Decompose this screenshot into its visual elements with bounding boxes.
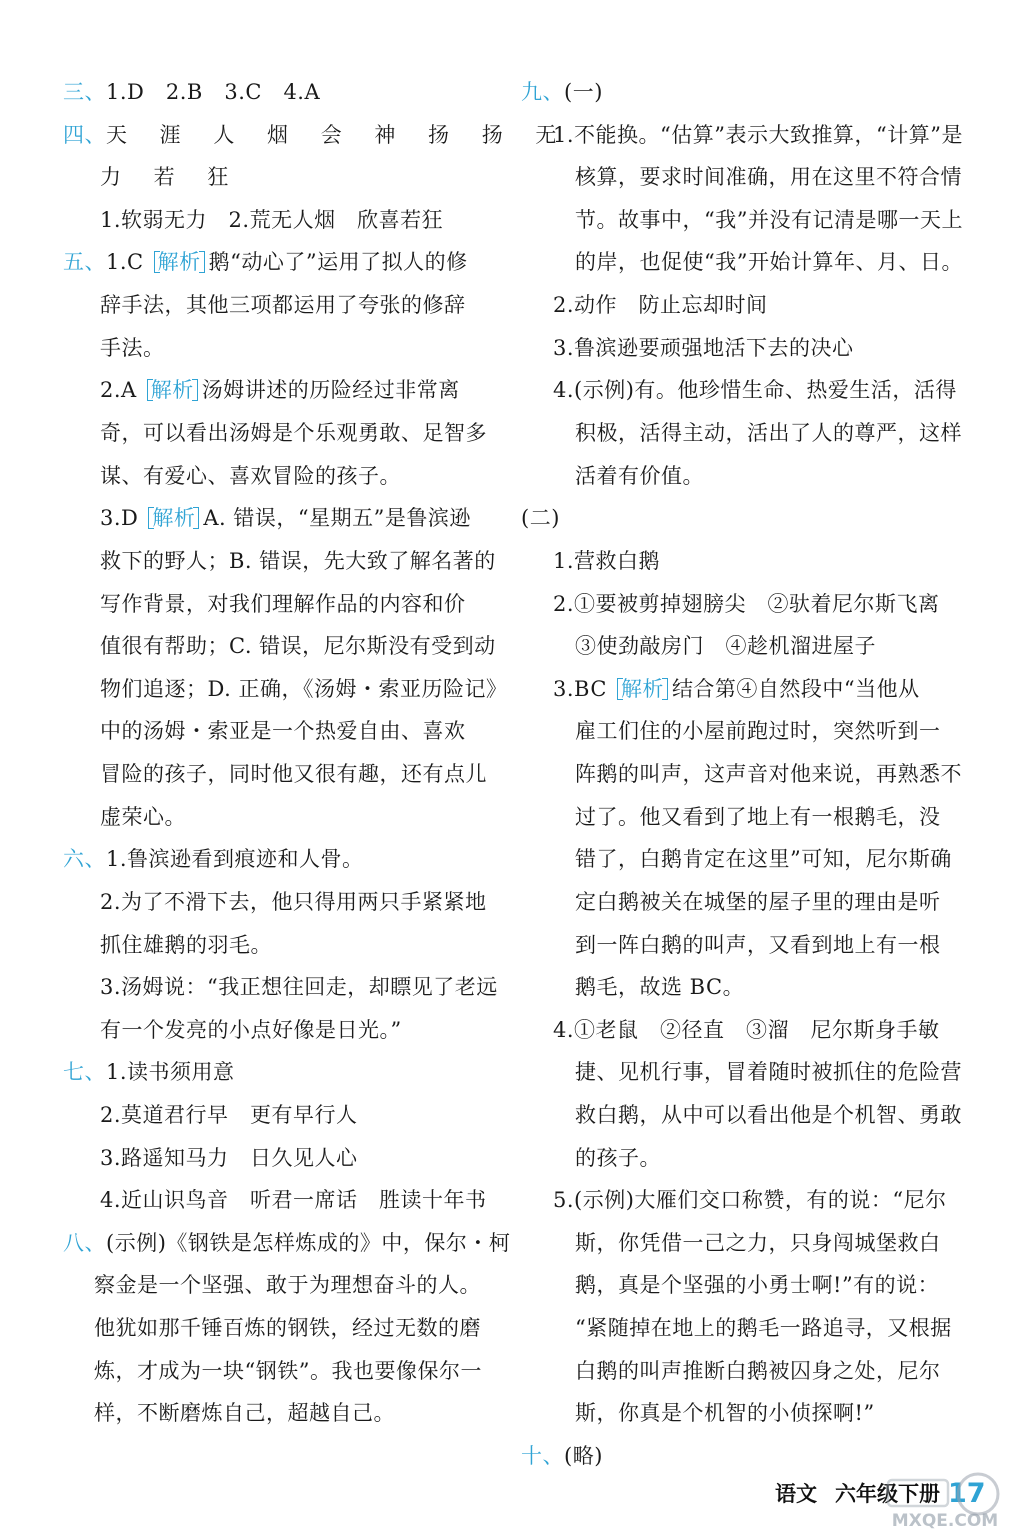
footer-grade: 六年级下册 — [835, 1482, 940, 1506]
watermark-text: MXQE.COM — [891, 1511, 999, 1531]
section-6 — [63, 844, 364, 874]
answer-text: 手法。 — [100, 336, 165, 360]
answer-text: 2.动作 防止忘却时间 — [553, 293, 768, 317]
analysis-tag: 解析 — [617, 674, 668, 704]
item-head: 1.C — [106, 250, 144, 274]
answer-text: 救下的野人；B. 错误，先大致了解名著的 — [100, 549, 496, 573]
answer-text: 到一阵白鹅的叫声，又看到地上有一根 — [575, 933, 941, 957]
answer-text: 结合第④自然段中“当他从 — [671, 677, 920, 701]
answer-text: 虚荣心。 — [100, 805, 186, 829]
section-mark: 十、 — [521, 1444, 564, 1468]
section-10 — [521, 1441, 603, 1471]
item-head: 3.D — [100, 506, 139, 530]
answer-text: 3.汤姆说：“我正想往回走，却瞟见了老远 — [100, 975, 498, 999]
analysis-tag: 解析 — [148, 503, 199, 533]
answer-text: 中的汤姆・索亚是一个热爱自由、喜欢 — [100, 719, 466, 743]
answer-text: 2.莫道君行早 更有早行人 — [100, 1103, 358, 1127]
answer-text: 活着有价值。 — [575, 464, 704, 488]
answer-text: 写作背景，对我们理解作品的内容和价 — [100, 592, 466, 616]
answer-text: 1.读书须用意 — [106, 1060, 235, 1084]
answer-text: 白鹅的叫声推断白鹅被囚身之处，尼尔 — [575, 1359, 941, 1383]
watermark-logo — [880, 1470, 1010, 1532]
answer-item — [100, 503, 471, 533]
answer-text: 力 若 狂 — [100, 165, 242, 189]
section-4 — [63, 120, 569, 150]
section-mark: 三、 — [63, 80, 106, 104]
answer-text: 雇工们住的小屋前跑过时，突然听到一 — [575, 719, 941, 743]
analysis-tag: 解析 — [147, 375, 198, 405]
answer-text: 5.(示例)大雁们交口称赞，有的说：“尼尔 — [553, 1188, 947, 1212]
answer-text: 错了，白鹅肯定在这里”可知，尼尔斯确 — [575, 847, 952, 871]
item-head: 3.BC — [553, 677, 607, 701]
answer-text: 鹅，真是个坚强的小勇士啊!”有的说： — [575, 1273, 940, 1297]
answer-text: 样，不断磨炼自己，超越自己。 — [94, 1401, 395, 1425]
answer-text: 1.软弱无力 2.荒无人烟 欣喜若狂 — [100, 208, 444, 232]
page-number: 17 — [948, 1478, 986, 1509]
answer-text: 值很有帮助；C. 错误，尼尔斯没有受到动 — [100, 634, 496, 658]
answer-text: 4.①老鼠 ②径直 ③溜 尼尔斯身手敏 — [553, 1018, 940, 1042]
answer-text: 奇，可以看出汤姆是个乐观勇敢、足智多 — [100, 421, 487, 445]
answer-text: 节。故事中，“我”并没有记清是哪一天上 — [575, 208, 963, 232]
section-mark: 八、 — [63, 1231, 106, 1255]
answer-text: 2.①要被剪掉翅膀尖 ②驮着尼尔斯飞离 — [553, 592, 940, 616]
part-label: (二) — [521, 506, 560, 530]
answer-text: 3.鲁滨逊要顽强地活下去的决心 — [553, 336, 854, 360]
answer-text: 积极，活得主动，活出了人的尊严，这样 — [575, 421, 962, 445]
answer-text: 炼，才成为一块“钢铁”。我也要像保尔一 — [94, 1359, 482, 1383]
answer-text: 1.鲁滨逊看到痕迹和人骨。 — [106, 847, 364, 871]
section-mark: 九、 — [521, 80, 564, 104]
answer-text: A. 错误，“星期五”是鲁滨逊 — [203, 506, 471, 530]
section-8 — [63, 1228, 510, 1258]
section-mark: 六、 — [63, 847, 106, 871]
section-9 — [521, 77, 603, 107]
answer-text: “紧随掉在地上的鹅毛一路追寻，又根据 — [575, 1316, 952, 1340]
answer-text: 的岸，也促使“我”开始计算年、月、日。 — [575, 250, 963, 274]
analysis-tag: 解析 — [154, 247, 205, 277]
answer-text: 汤姆讲述的历险经过非常离 — [201, 378, 460, 402]
answer-text: 辞手法，其他三项都运用了夸张的修辞 — [100, 293, 466, 317]
answer-text: 1.不能换。“估算”表示大致推算，“计算”是 — [553, 123, 963, 147]
item-head: 2.A — [100, 378, 137, 402]
answer-item — [100, 375, 460, 405]
answer-text: 的孩子。 — [575, 1146, 661, 1170]
answer-text: 天 涯 人 烟 会 神 扬 扬 无 — [106, 123, 570, 147]
answer-text: ③使劲敲房门 ④趁机溜进屋子 — [575, 634, 876, 658]
answer-text: 定白鹅被关在城堡的屋子里的理由是听 — [575, 890, 941, 914]
answer-text: 有一个发亮的小点好像是日光。” — [100, 1018, 402, 1042]
answer-text: (示例)《钢铁是怎样炼成的》中，保尔・柯 — [106, 1231, 511, 1255]
answer-text: 谋、有爱心、喜欢冒险的孩子。 — [100, 464, 401, 488]
section-mark: 五、 — [63, 250, 106, 274]
part-label: (一) — [564, 80, 603, 104]
answer-item — [553, 674, 920, 704]
answer-text: 冒险的孩子，同时他又很有趣，还有点儿 — [100, 762, 487, 786]
answer-text: 鹅“动心了”运用了拟人的修 — [208, 250, 468, 274]
answer-text: 捷、见机行事，冒着随时被抓住的危险营 — [575, 1060, 962, 1084]
answer-text: 斯，你凭借一己之力，只身闯城堡救白 — [575, 1231, 941, 1255]
answer-text: 1.营救白鹅 — [553, 549, 661, 573]
section-3 — [63, 77, 320, 107]
section-5 — [63, 247, 468, 277]
answer-text: 阵鹅的叫声，这声音对他来说，再熟悉不 — [575, 762, 962, 786]
answer-text: 物们追逐；D. 正确，《汤姆・索亚历险记》 — [100, 677, 508, 701]
section-mark: 七、 — [63, 1060, 106, 1084]
answer-text: 核算，要求时间准确，用在这里不符合情 — [575, 165, 962, 189]
answer-text: 2.为了不滑下去，他只得用两只手紧紧地 — [100, 890, 487, 914]
footer-subject: 语文 — [775, 1482, 817, 1506]
answer-text: 过了。他又看到了地上有一根鹅毛，没 — [575, 805, 941, 829]
answer-text: 4.(示例)有。他珍惜生命、热爱生活，活得 — [553, 378, 957, 402]
answer-text: 4.近山识鸟音 听君一席话 胜读十年书 — [100, 1188, 487, 1212]
answer-text: 他犹如那千锤百炼的钢铁，经过无数的磨 — [94, 1316, 481, 1340]
answer-text: 察金是一个坚强、敢于为理想奋斗的人。 — [94, 1273, 481, 1297]
answer-text: (略) — [564, 1444, 603, 1468]
section-7 — [63, 1057, 235, 1087]
section-mark: 四、 — [63, 123, 106, 147]
answer-text: 抓住雄鹅的羽毛。 — [100, 933, 272, 957]
answer-text: 3.路遥知马力 日久见人心 — [100, 1146, 358, 1170]
answer-text: 斯，你真是个机智的小侦探啊!” — [575, 1401, 875, 1425]
answer-text: 1.D 2.B 3.C 4.A — [106, 80, 321, 104]
answer-text: 救白鹅，从中可以看出他是个机智、勇敢 — [575, 1103, 962, 1127]
answer-text: 鹅毛，故选 BC。 — [575, 975, 745, 999]
